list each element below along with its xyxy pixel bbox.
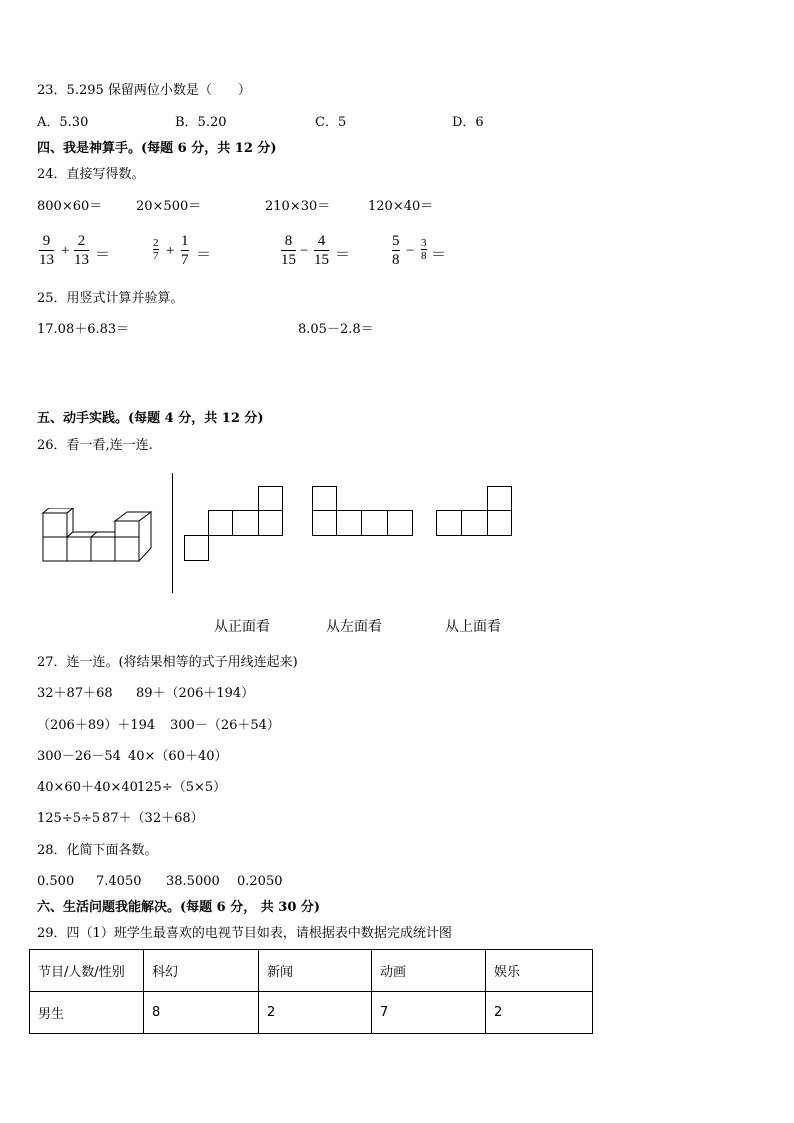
view-square [312,510,337,536]
plus-sign: + [61,243,70,259]
q25-item-1: 17.08＋6.83＝ [37,322,130,337]
q24-item-1: 800×60＝ [37,199,103,214]
q23-option-c: C．5 [315,115,347,130]
plus-sign: + [166,243,175,259]
q23-option-b: B．5.20 [175,115,227,130]
q27-right-1: 89＋（206＋194） [136,686,255,701]
fraction: 2 13 [74,233,89,268]
view-square [258,510,283,536]
q27-left-2: （206＋89）＋194 [37,718,156,733]
q27-right-4: 125÷（5×5） [137,780,227,795]
view-square [487,486,512,511]
q25-stem: 25．用竖式计算并验算。 [37,291,184,306]
fraction: 5 8 [392,233,400,268]
view-square [387,510,413,536]
equals-sign: ＝ [431,247,447,263]
fraction: 2 7 [153,237,159,262]
q24-item-3: 210×30＝ [265,199,331,214]
q24-item-2: 20×500＝ [136,199,202,214]
section-6-heading: 六、生活问题我能解决。(每题 6 分， 共 30 分) [37,900,321,915]
cube-solid-figure [38,508,156,566]
q27-stem: 27．连一连。(将结果相等的式子用线连起来) [37,655,298,670]
table-header-row [30,950,593,992]
q27-right-3: 40×（60＋40） [128,749,228,764]
minus-sign: − [406,243,415,259]
table-cell: 8 [144,992,259,1034]
view-square [184,535,209,561]
section-5-heading: 五、动手实践。(每题 4 分，共 12 分) [37,411,264,426]
fraction: 9 13 [39,233,54,268]
data-table [29,949,593,1034]
table-cell: 7 [372,992,486,1034]
q27-left-5: 125÷5÷5 [37,811,101,826]
q23-stem: 23．5.295 保留两位小数是（ ） [37,83,251,98]
q28-item-3: 38.5000 [166,874,220,889]
fraction: 3 8 [421,237,427,262]
label-front-view: 从正面看 [214,619,270,635]
q27-right-5: 87＋（32＋68） [102,811,204,826]
q27-left-4: 40×60＋40×40 [37,780,138,795]
table-row [30,992,593,1034]
q25-item-2: 8.05－2.8＝ [298,322,374,337]
view-square [208,510,233,536]
q28-item-4: 0.2050 [237,874,283,889]
view-square [436,510,462,536]
label-left-view: 从左面看 [326,619,382,635]
view-square [461,510,488,536]
fraction: 8 15 [281,233,296,268]
view-square [336,510,362,536]
minus-sign: − [300,243,309,259]
view-square [232,510,259,536]
q24-item-4: 120×40＝ [368,199,434,214]
q27-left-3: 300－26－54 [37,749,121,764]
q26-stem: 26．看一看,连一连. [37,438,153,453]
q24-stem: 24．直接写得数。 [37,167,145,182]
q27-right-2: 300－（26＋54） [170,718,280,733]
divider-line [172,473,173,593]
view-square [361,510,388,536]
view-square [312,486,337,511]
q28-item-2: 7.4050 [96,874,142,889]
table-header-cell: 新闻 [259,950,372,992]
q28-item-1: 0.500 [37,874,75,889]
table-header-cell: 科幻 [144,950,259,992]
equals-sign: ＝ [196,247,212,263]
view-square [487,510,512,536]
table-cell: 2 [486,992,593,1034]
q27-left-1: 32＋87＋68 [37,686,113,701]
table-header-cell: 节目/人数/性别 [30,950,144,992]
label-top-view: 从上面看 [445,619,501,635]
table-cell: 2 [259,992,372,1034]
table-header-cell: 动画 [372,950,486,992]
q28-stem: 28．化简下面各数。 [37,843,158,858]
fraction: 4 15 [314,233,329,268]
q29-stem: 29．四（1）班学生最喜欢的电视节目如表，请根据表中数据完成统计图 [37,926,452,941]
section-4-heading: 四、我是神算手。(每题 6 分，共 12 分) [37,141,277,156]
view-square [258,486,283,511]
equals-sign: ＝ [95,247,111,263]
equals-sign: ＝ [335,247,351,263]
q23-option-d: D．6 [452,115,484,130]
fraction: 1 7 [181,233,189,268]
q23-option-a: A．5.30 [37,115,89,130]
table-cell: 男生 [30,992,144,1034]
table-header-cell: 娱乐 [486,950,593,992]
